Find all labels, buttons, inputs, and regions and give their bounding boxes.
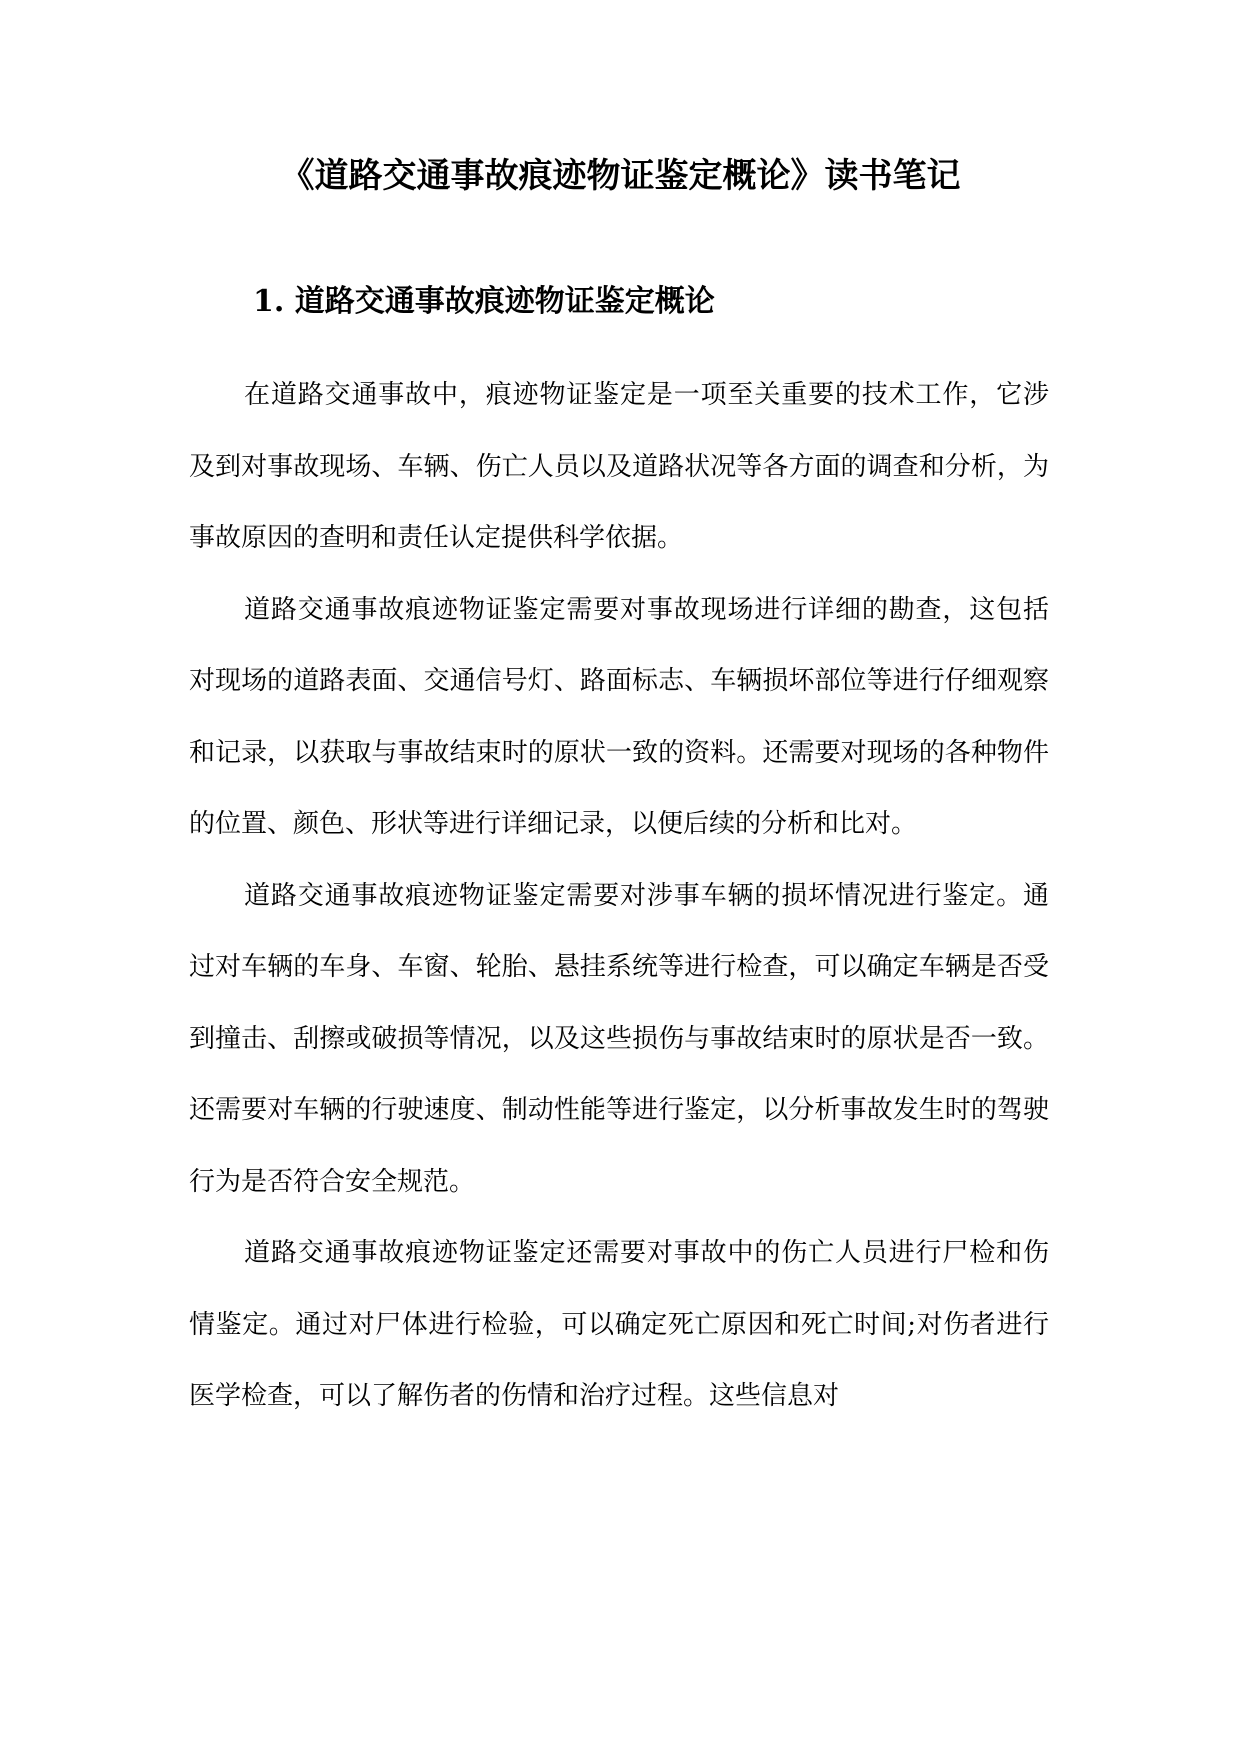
paragraph-2: 道路交通事故痕迹物证鉴定需要对事故现场进行详细的勘查，这包括对现场的道路表面、交通信号灯、路面标志、车辆损坏部位等进行仔细观察和记录，以获取与事故结束时的原状一致的资料。还需要对现场的各种物件的位置、颜色、形状等进行详细记录，以便后续的分析和比对。: [189, 594, 1049, 839]
document-title: 《道路交通事故痕迹物证鉴定概论》读书笔记: [280, 156, 961, 196]
paragraph-4: 道路交通事故痕迹物证鉴定还需要对事故中的伤亡人员进行尸检和伤情鉴定。通过对尸体进行检验，可以确定死亡原因和死亡时间;对伤者进行医学检查，可以了解伤者的伤情和治疗过程。这些信息对: [189, 1238, 1049, 1411]
section-heading: 1. 道路交通事故痕迹物证鉴定概论: [253, 284, 715, 319]
paragraph-1: 在道路交通事故中，痕迹物证鉴定是一项至关重要的技术工作，它涉及到对事故现场、车辆、伤亡人员以及道路状况等各方面的调查和分析，为事故原因的查明和责任认定提供科学依据。: [189, 380, 1049, 553]
document-body: [189, 360, 1049, 1433]
paragraph-3: 道路交通事故痕迹物证鉴定需要对涉事车辆的损坏情况进行鉴定。通过对车辆的车身、车窗、轮胎、悬挂系统等进行检查，可以确定车辆是否受到撞击、刮擦或破损等情况，以及这些损伤与事故结束时的原状是否一致。还需要对车辆的行驶速度、制动性能等进行鉴定，以分析事故发生时的驾驶行为是否符合安全规范。: [189, 880, 1049, 1197]
